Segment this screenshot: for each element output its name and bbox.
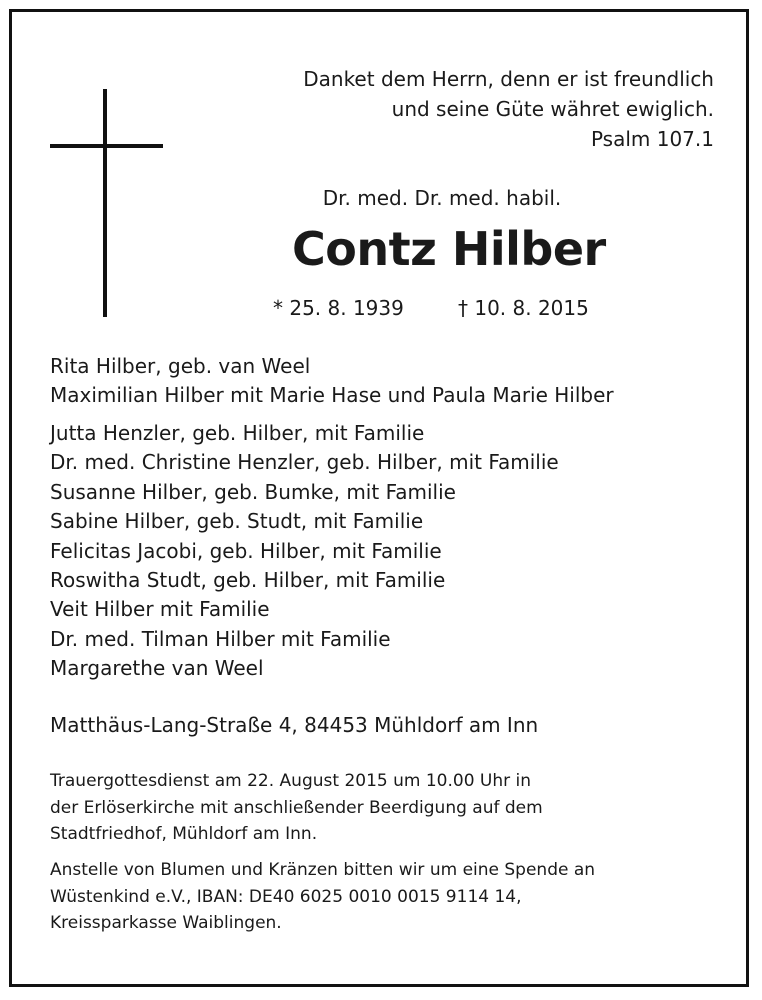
mourners-family bbox=[50, 419, 559, 684]
service-line: der Erlöserkirche mit anschließender Beerdigung auf dem bbox=[50, 797, 543, 818]
mourner-line: Maximilian Hilber mit Marie Hase und Paula Marie Hilber bbox=[50, 383, 614, 408]
mourner-line: Margarethe van Weel bbox=[50, 656, 264, 681]
mourner-line: Roswitha Studt, geb. Hilber, mit Familie bbox=[50, 568, 446, 593]
donation-line: Wüstenkind e.V., IBAN: DE40 6025 0010 0015 9114 14, bbox=[50, 886, 522, 907]
family-address: Matthäus-Lang-Straße 4, 84453 Mühldorf am Inn bbox=[50, 713, 539, 737]
mourner-line: Veit Hilber mit Familie bbox=[50, 597, 270, 622]
donation-line: Kreissparkasse Waiblingen. bbox=[50, 913, 282, 933]
mourner-line: Susanne Hilber, geb. Bumke, mit Familie bbox=[50, 479, 456, 504]
death-date: † 10. 8. 2015 bbox=[458, 296, 589, 320]
donation-line: Anstelle von Blumen und Kränzen bitten wir um eine Spende an bbox=[50, 860, 596, 880]
psalm-line: Danket dem Herrn, denn er ist freundlich bbox=[303, 67, 714, 91]
mourners-primary bbox=[50, 352, 614, 411]
birth-date: * 25. 8. 1939 bbox=[273, 296, 404, 320]
mourner-line: Dr. med. Tilman Hilber mit Familie bbox=[50, 626, 391, 651]
deceased-name: Contz Hilber bbox=[292, 222, 606, 276]
psalm-line: und seine Güte währet ewiglich. bbox=[391, 97, 714, 121]
mourner-line: Jutta Henzler, geb. Hilber, mit Familie bbox=[50, 421, 425, 445]
donation-info bbox=[50, 857, 595, 937]
mourner-line: Rita Hilber, geb. van Weel bbox=[50, 354, 311, 378]
cross-vertical-bar bbox=[103, 89, 107, 317]
mourner-line: Sabine Hilber, geb. Studt, mit Familie bbox=[50, 509, 424, 534]
mourner-line: Felicitas Jacobi, geb. Hilber, mit Familie bbox=[50, 538, 442, 563]
psalm-quote bbox=[303, 64, 714, 154]
service-line: Trauergottesdienst am 22. August 2015 um 10.00 Uhr in bbox=[50, 771, 532, 791]
psalm-reference: Psalm 107.1 bbox=[590, 127, 714, 151]
service-line: Stadtfriedhof, Mühldorf am Inn. bbox=[50, 824, 318, 844]
funeral-service-info bbox=[50, 768, 543, 848]
cross-horizontal-bar bbox=[50, 144, 163, 148]
mourner-line: Dr. med. Christine Henzler, geb. Hilber, mit Familie bbox=[50, 450, 559, 475]
deceased-honorific: Dr. med. Dr. med. habil. bbox=[322, 186, 562, 210]
